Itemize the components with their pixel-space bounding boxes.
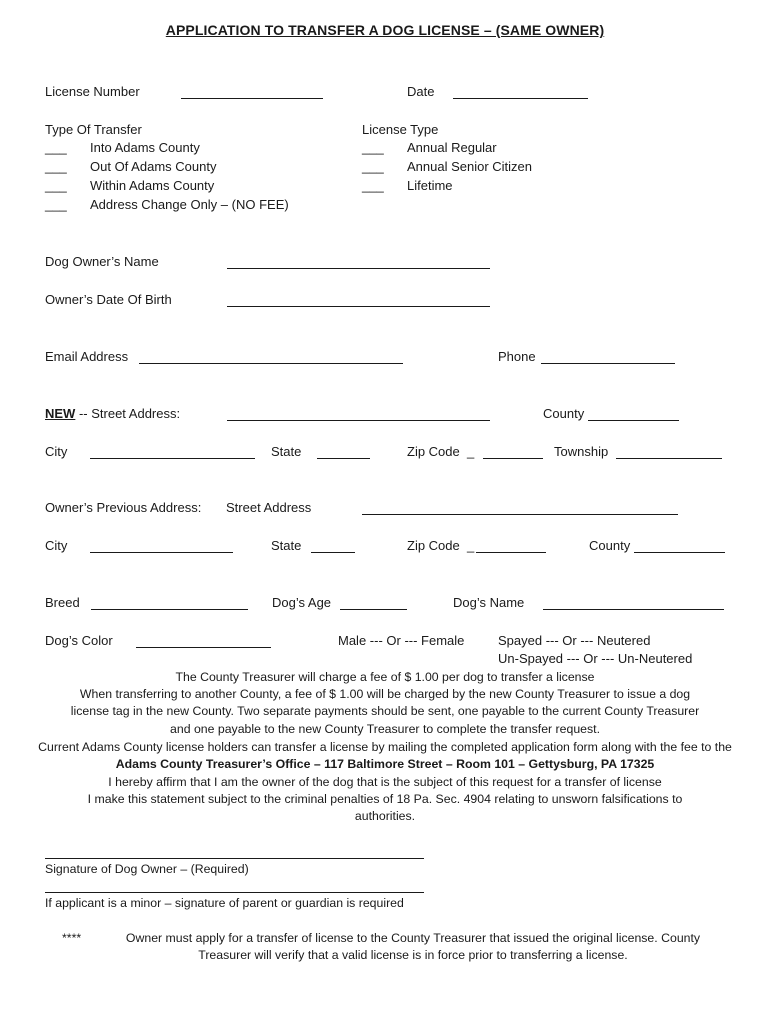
new-zip-label: Zip Code	[407, 444, 460, 459]
guardian-signature-label: If applicant is a minor – signature of parent or guardian is required	[45, 896, 404, 910]
treasurer-address: Adams County Treasurer’s Office – 117 Baltimore Street – Room 101 – Gettysburg, PA 17325	[115, 757, 655, 772]
new-zip-field[interactable]	[483, 458, 543, 459]
email-field[interactable]	[139, 363, 403, 364]
license-number-label: License Number	[45, 84, 140, 99]
transfer-option-into: Into Adams County	[90, 140, 200, 155]
transfer-type-heading: Type Of Transfer	[45, 122, 142, 137]
transfer-checkbox-into[interactable]: ___	[45, 140, 67, 155]
breed-field[interactable]	[91, 609, 248, 610]
new-street-text: -- Street Address:	[75, 406, 181, 421]
spayed-options[interactable]: Spayed --- Or --- Neutered	[498, 633, 651, 648]
prev-county-label: County	[589, 538, 631, 553]
date-field[interactable]	[453, 98, 588, 99]
dog-age-label: Dog’s Age	[272, 595, 332, 610]
new-word: NEW	[45, 406, 76, 421]
dog-color-field[interactable]	[136, 647, 271, 648]
owner-dob-field[interactable]	[227, 306, 490, 307]
license-option-lifetime: Lifetime	[407, 178, 453, 193]
transfer-option-within: Within Adams County	[90, 178, 215, 193]
prev-zip-label: Zip Code	[407, 538, 460, 553]
prev-address-label: Owner’s Previous Address:	[45, 500, 202, 515]
prev-state-field[interactable]	[311, 552, 355, 553]
owner-name-label: Dog Owner’s Name	[45, 254, 159, 269]
transfer-option-address: Address Change Only – (NO FEE)	[90, 197, 289, 212]
owner-signature-label: Signature of Dog Owner – (Required)	[45, 862, 249, 876]
footnote-text: Owner must apply for a transfer of license to the County Treasurer that issued the original license. County Treasurer will verify that a valid license is in force prior to transferring a license.	[125, 931, 701, 962]
new-zip-prefix: _	[467, 444, 475, 459]
prev-street-label: Street Address	[226, 500, 312, 515]
sex-options[interactable]: Male --- Or --- Female	[338, 633, 465, 648]
prev-city-label: City	[45, 538, 68, 553]
new-city-label: City	[45, 444, 68, 459]
owner-signature-field[interactable]	[45, 858, 424, 859]
notice-other-county: When transferring to another County, a fee of $ 1.00 will be charged by the new County Treasurer to issue a dog license tag in the new County. Two separate payments should be sent, one payable to the current County Treasurer and one payable to the new County Treasurer to complete the transfer request.	[70, 687, 700, 736]
prev-state-label: State	[271, 538, 302, 553]
guardian-signature-field[interactable]	[45, 892, 424, 893]
license-checkbox-regular[interactable]: ___	[362, 140, 384, 155]
notice-affirm: I hereby affirm that I am the owner of the dog that is the subject of this request for a transfer of license	[108, 775, 662, 789]
transfer-checkbox-out[interactable]: ___	[45, 159, 67, 174]
phone-field[interactable]	[541, 363, 675, 364]
dog-color-label: Dog’s Color	[45, 633, 113, 648]
date-label: Date	[407, 84, 435, 99]
email-label: Email Address	[45, 349, 129, 364]
prev-zip-prefix: _	[467, 538, 475, 553]
form-title: APPLICATION TO TRANSFER A DOG LICENSE – (SAME OWNER)	[165, 22, 605, 38]
new-street-label	[45, 406, 180, 422]
township-label: Township	[554, 444, 609, 459]
new-city-field[interactable]	[90, 458, 255, 459]
township-field[interactable]	[616, 458, 722, 459]
license-option-regular: Annual Regular	[407, 140, 497, 155]
breed-label: Breed	[45, 595, 80, 610]
new-county-label: County	[543, 406, 585, 421]
license-checkbox-senior[interactable]: ___	[362, 159, 384, 174]
phone-label: Phone	[498, 349, 536, 364]
transfer-checkbox-within[interactable]: ___	[45, 178, 67, 193]
license-type-heading: License Type	[362, 122, 439, 137]
prev-street-field[interactable]	[362, 514, 678, 515]
dog-name-field[interactable]	[543, 609, 724, 610]
notice-fee: The County Treasurer will charge a fee of $ 1.00 per dog to transfer a license	[175, 670, 595, 684]
notice-mailing	[20, 739, 750, 774]
license-number-field[interactable]	[181, 98, 323, 99]
license-option-senior: Annual Senior Citizen	[407, 159, 533, 174]
notice-penalties: I make this statement subject to the criminal penalties of 18 Pa. Sec. 4904 relating to unsworn falsifications to authorities.	[87, 792, 683, 824]
new-state-label: State	[271, 444, 302, 459]
notice-mailing-text: Current Adams County license holders can transfer a license by mailing the completed application form along with the fee to the	[38, 740, 732, 754]
transfer-option-out: Out Of Adams County	[90, 159, 217, 174]
unspayed-options[interactable]: Un-Spayed --- Or --- Un-Neutered	[498, 651, 693, 666]
new-state-field[interactable]	[317, 458, 370, 459]
license-checkbox-lifetime[interactable]: ___	[362, 178, 384, 193]
prev-zip-field[interactable]	[476, 552, 546, 553]
dog-age-field[interactable]	[340, 609, 407, 610]
new-street-field[interactable]	[227, 420, 490, 421]
transfer-checkbox-address[interactable]: ___	[45, 197, 67, 212]
dog-name-label: Dog’s Name	[453, 595, 525, 610]
prev-county-field[interactable]	[634, 552, 725, 553]
prev-city-field[interactable]	[90, 552, 233, 553]
owner-dob-label: Owner’s Date Of Birth	[45, 292, 172, 307]
owner-name-field[interactable]	[227, 268, 490, 269]
new-county-field[interactable]	[588, 420, 679, 421]
footnote-stars: ****	[62, 931, 82, 945]
